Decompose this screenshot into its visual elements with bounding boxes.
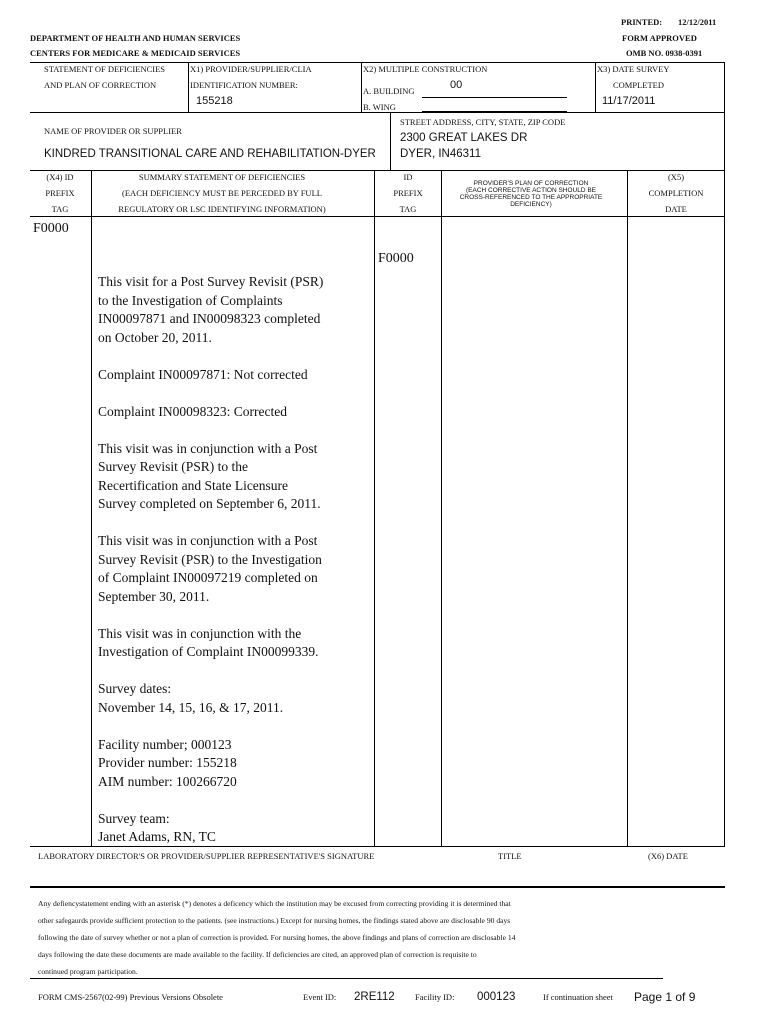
deficiency-paragraph: Survey dates: November 14, 15, 16, & 17, 2011. [98,681,284,715]
col-divider [724,170,725,846]
disclaimer-line: days following the date these documents are made available to the facility. If deficiencies are cited, an approved plan of correction is requisite to [38,950,477,959]
plan-label-1: PROVIDER'S PLAN OF CORRECTION [473,180,589,187]
col-divider [627,170,628,846]
building-value: 00 [450,79,463,91]
summary-label-3: REGULATORY OR LSC IDENTIFYING INFORMATION) [118,204,326,214]
deficiency-paragraph: Survey team: Janet Adams, RN, TC [98,810,216,844]
columns-top-rule [30,170,725,171]
tag-right: F0000 [378,251,414,266]
col-divider [91,170,92,846]
survey-date-value: 11/17/2011 [602,95,656,107]
disclaimer-line: continued program participation. [38,967,138,976]
x5-label-3: DATE [665,204,687,214]
deficiency-paragraph: Facility number; 000123 Provider number: 155218 AIM number: 100266720 [98,736,237,789]
centers-name: CENTERS FOR MEDICARE & MEDICAID SERVICES [30,48,241,58]
form-approved: FORM APPROVED [622,33,697,43]
address-label: STREET ADDRESS, CITY, STATE, ZIP CODE [400,117,566,127]
summary-label-2: (EACH DEFICIENCY MUST BE PERCEDED BY FULL [122,188,322,198]
deficiency-paragraph: Complaint IN00097871: Not corrected [98,366,308,382]
summary-label-1: SUMMARY STATEMENT OF DEFICIENCIES [138,172,306,182]
disclaimer-rule [30,978,663,979]
x3-label: X3) DATE SURVEY [597,64,670,74]
signature-label: LABORATORY DIRECTOR'S OR PROVIDER/SUPPLIER REPRESENTATIVE'S SIGNATURE [38,851,375,861]
printed-date: 12/12/2011 [678,17,717,27]
wing-label: B. WING [363,102,396,112]
provider-name-label: NAME OF PROVIDER OR SUPPLIER [44,126,182,136]
deficiency-paragraph: This visit was in conjunction with the Investigation of Complaint IN00099339. [98,625,319,659]
columns-bottom-rule [30,216,725,217]
divider [188,62,189,112]
dept-name: DEPARTMENT OF HEALTH AND HUMAN SERVICES [30,33,241,43]
x5-label-1: (X5) [667,172,685,182]
col-divider [441,170,442,846]
x4-label-3: TAG [51,204,69,214]
building-rule [422,97,567,98]
signature-top-rule [30,846,725,847]
deficiency-paragraph: This visit for a Post Survey Revisit (PSR) to the Investigation of Complaints IN00097871 and IN00098323 completed on October 20, 2011. [98,274,324,345]
provider-top-rule [30,112,725,113]
divider [361,62,362,112]
provider-id-value: 155218 [196,95,233,107]
divider [390,112,391,170]
x4-label-2: PREFIX [45,188,75,198]
plan-label-3: CROSS-REFERENCED TO THE APPROPRIATE [459,194,603,201]
x1-label-2: IDENTIFICATION NUMBER: [190,80,298,90]
facility-id-value: 000123 [477,991,516,1003]
col-divider [374,170,375,846]
disclaimer-line: following the date of survey whether or not a plan of correction is provided. For nursing homes, the above findings and plans of correction are disclosable 14 [38,933,516,942]
disclaimer-line: other safegaurds provide sufficient protection to the patients. (see instructions.) Except for nursing homes, the findings stated above are disclosable 90 days [38,916,511,925]
x6-date-label: (X6) DATE [648,851,688,861]
statement-label-1: STATEMENT OF DEFICIENCIES [44,64,166,74]
address-line-1: 2300 GREAT LAKES DR [400,132,528,144]
plan-label-2: (EACH CORRECTIVE ACTION SHOULD BE [465,187,597,194]
deficiency-paragraph: This visit was in conjunction with a Post Survey Revisit (PSR) to the Investigation of Complaint IN00097219 completed on September 30, 2011. [98,533,322,604]
x2-label: X2) MULTIPLE CONSTRUCTION [363,64,488,74]
form-number: FORM CMS-2567(02-99) Previous Versions Obsolete [38,992,223,1002]
signature-bottom-rule [30,886,725,888]
deficiency-paragraph: Complaint IN00098323: Corrected [98,403,287,419]
tag-left: F0000 [33,221,69,236]
title-label: TITLE [498,851,522,861]
deficiency-text [98,273,370,865]
x3-label-2: COMPLETED [613,80,664,90]
page-number: Page 1 of 9 [634,990,696,1004]
id-label-1: ID [403,172,413,182]
plan-label-4: DEFICIENCY) [510,201,552,208]
printed-label: PRINTED: [621,17,663,27]
address-line-2: DYER, IN46311 [400,148,481,160]
id-label-2: PREFIX [393,188,423,198]
omb-number: OMB NO. 0938-0391 [626,48,703,58]
event-id-label: Event ID: [303,992,337,1002]
x5-label-2: COMPLETION [648,188,704,198]
statement-label-2: AND PLAN OF CORRECTION [44,80,157,90]
disclaimer-line: Any defiencystatement ending with an asterisk (*) denotes a deficency which the institution may be excused from correcting providing it is determined that [38,899,511,908]
id-label-3: TAG [399,204,417,214]
divider [595,62,596,112]
x1-label: X1) PROVIDER/SUPPLIER/CLIA [190,64,312,74]
top-rule [30,62,725,63]
x4-label-1: (X4) ID [46,172,74,182]
plan-header [446,180,616,208]
event-id-value: 2RE112 [354,991,395,1003]
deficiency-paragraph: This visit was in conjunction with a Post Survey Revisit (PSR) to the Recertification and State Licensure Survey completed on September 6, 2011. [98,440,321,511]
disclaimer-text [38,895,678,980]
continuation-label: If continuation sheet [543,992,613,1002]
facility-id-label: Facility ID: [415,992,455,1002]
provider-name-value: KINDRED TRANSITIONAL CARE AND REHABILITATION-DYER [44,148,376,160]
building-label: A. BUILDING [363,86,415,96]
